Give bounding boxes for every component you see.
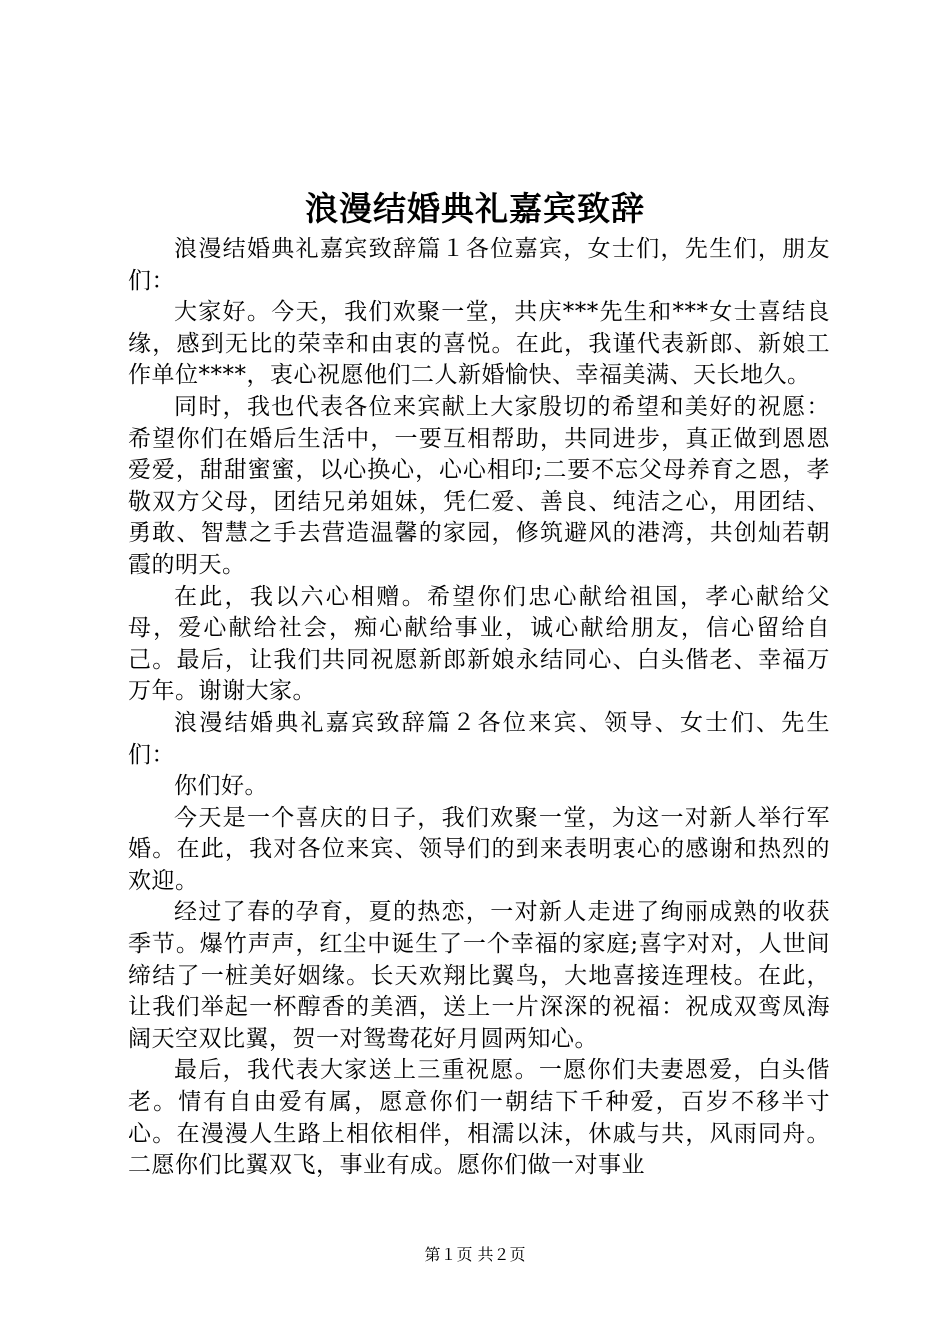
paragraph: 在此，我以六心相赠。希望你们忠心献给祖国，孝心献给父母，爱心献给社会，痴心献给事业，诚心献给朋友，信心留给自己。最后，让我们共同祝愿新郎新娘永结同心、白头偕老、幸福万万年。谢谢大家。 bbox=[128, 583, 830, 705]
paragraph: 今天是一个喜庆的日子，我们欢聚一堂，为这一对新人举行军婚。在此，我对各位来宾、领导们的到来表明衷心的感谢和热烈的欢迎。 bbox=[128, 804, 830, 894]
paragraph: 大家好。今天，我们欢聚一堂，共庆***先生和***女士喜结良缘，感到无比的荣幸和由衷的喜悦。在此，我谨代表新郎、新娘工作单位****，衷心祝愿他们二人新婚愉快、幸福美满、天长地久。 bbox=[128, 299, 830, 389]
paragraph: 经过了春的孕育，夏的热恋，一对新人走进了绚丽成熟的收获季节。爆竹声声，红尘中诞生了一个幸福的家庭;喜字对对，人世间缔结了一桩美好姻缘。长天欢翔比翼鸟，大地喜接连理枝。在此，让我们举起一杯醇香的美酒，送上一片深深的祝福：祝成双鸾凤海阔天空双比翼，贺一对鸳鸯花好月圆两知心。 bbox=[128, 899, 830, 1052]
document-title: 浪漫结婚典礼嘉宾致辞 bbox=[305, 189, 645, 228]
page-footer: 第１页 共２页 bbox=[424, 1245, 526, 1264]
paragraph: 最后，我代表大家送上三重祝愿。一愿你们夫妻恩爱，白头偕老。情有自由爱有属，愿意你们一朝结下千种爱，百岁不移半寸心。在漫漫人生路上相依相伴，相濡以沫，休戚与共，风雨同舟。二愿你们比翼双飞，事业有成。愿你们做一对事业 bbox=[128, 1057, 830, 1179]
paragraph: 你们好。 bbox=[174, 773, 268, 800]
document-body bbox=[128, 234, 830, 1182]
paragraph: 浪漫结婚典礼嘉宾致辞篇１各位嘉宾，女士们，先生们，朋友们： bbox=[128, 236, 830, 294]
paragraph: 同时，我也代表各位来宾献上大家殷切的希望和美好的祝愿：希望你们在婚后生活中，一要互相帮助，共同进步，真正做到恩恩爱爱，甜甜蜜蜜，以心换心，心心相印;二要不忘父母养育之恩，孝敬双方父母，团结兄弟姐妹，凭仁爱、善良、纯洁之心，用团结、勇敢、智慧之手去营造温馨的家园，修筑避风的港湾，共创灿若朝霞的明天。 bbox=[128, 393, 830, 578]
paragraph: 浪漫结婚典礼嘉宾致辞篇２各位来宾、领导、女士们、先生们： bbox=[128, 709, 830, 768]
